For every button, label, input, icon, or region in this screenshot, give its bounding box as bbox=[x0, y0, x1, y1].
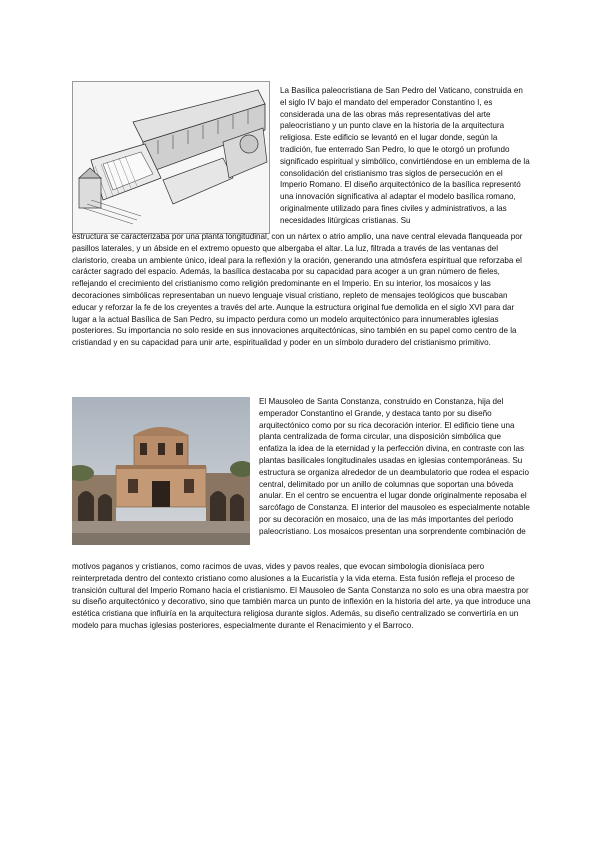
basilica-paragraph-start: La Basílica paleocristiana de San Pedro del Vaticano, construida en el siglo IV bajo el mandato del emperador Constantino I, es considerada una de las obras más representativas del arte paleocristiano y un punto clave en la historia de la arquitectura religiosa. Este edificio se levantó en el lugar donde, según la tradición, fue enterrado San Pedro, lo que le otorgó un profundo significado espiritual y simbólico, convirtiéndose en un emblema de la consolidación del cristianismo tras siglos de persecución en el Imperio Romano. El diseño arquitectónico de la basílica representó una innovación significativa al adaptar el modelo basílica romano, originalmente utilizado para fines civiles y administrativos, a las necesidades litúrgicas cristianas. Su bbox=[280, 86, 530, 225]
mausoleum-photo-image bbox=[72, 397, 250, 545]
mausoleum-photo-icon bbox=[72, 397, 250, 545]
basilica-paragraph-continued: estructura se caracterizaba por una planta longitudinal, con un nártex o atrio amplio, una nave central elevada flanqueada por pasillos laterales, y un ábside en el extremo opuesto que albergaba el altar. La luz, filtrada a través de las ventanas del claristorio, creaba un ambiente único, ideal para la reflexión y la oración, generando una atmósfera espiritual que reforzaba el carácter sagrado del espacio. Además, la basílica destacaba por su capacidad para acoger a un gran número de fieles, reflejando el crecimiento del cristianismo como religión predominante en el Imperio. En su interior, los mosaicos y las decoraciones simbólicas representaban un nuevo lenguaje visual cristiano, repleto de mensajes teológicos que buscaban educar y reforzar la fe de los creyentes a través del arte. Aunque la estructura original fue demolida en el siglo XVI para dar lugar a la actual Basílica de San Pedro, su impacto perdura como un modelo arquitectónico para innumerables iglesias posteriores. Su importancia no solo reside en sus innovaciones arquitectónicas, sino también en su papel como centro de la cristiandad y en su capacidad para unir arte, espiritualidad y poder en un símbolo duradero del cristianismo primitivo. bbox=[72, 232, 523, 348]
basilica-drawing-icon bbox=[73, 82, 269, 233]
mausoleum-paragraph-start: El Mausoleo de Santa Constanza, construido en Constanza, hija del emperador Constantino el Grande, y destaca tanto por su diseño arquitectónico como por su rica decoración interior. El edificio tiene una planta centralizada de forma circular, una disposición simbólica que enfatiza la idea de la eternidad y la perfección divina, en contraste con las plantas basilicales longitudinales usadas en iglesias contemporáneas. Su estructura se organiza alrededor de un deambulatorio que rodea el espacio central, delimitado por un anillo de columnas que soportan una bóveda anular. En el centro se encuentra el lugar donde originalmente reposaba el sarcófago de Constanza. El interior del mausoleo es especialmente notable por su decoración en mosaico, una de las más importantes del periodo paleocristiano. Los mosaicos presentan una sorprendente combinación de bbox=[259, 397, 530, 536]
mausoleum-paragraph-continued: motivos paganos y cristianos, como racimos de uvas, vides y pavos reales, que evocan simbología dionisíaca pero reinterpretada dentro del contexto cristiano como alusiones a la Eucaristía y la vida eterna. Esta fusión refleja el proceso de transición cultural del Imperio Romano hacia el cristianismo. El Mausoleo de Santa Constanza no solo es una obra maestra por su diseño arquitectónico y decorativo, sino que también marca un punto de inflexión en la historia del arte, ya que introduce una estética cristiana que influiría en la arquitectura religiosa durante siglos. Además, su diseño centralizado se convertiría en un modelo para muchas iglesias posteriores, especialmente durante el Renacimiento y el Barroco. bbox=[72, 562, 531, 630]
basilica-drawing-image bbox=[72, 81, 270, 234]
